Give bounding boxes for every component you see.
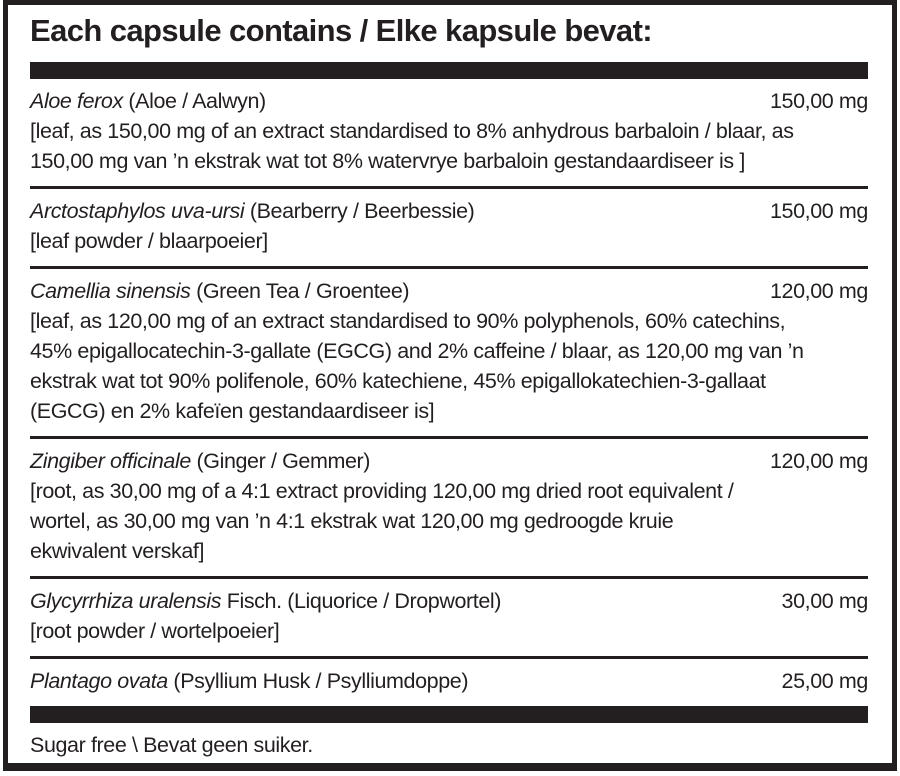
ingredient-row-liquorice bbox=[30, 579, 868, 656]
ingredient-description-line: wortel, as 30,00 mg van ’n 4:1 ekstrak wat 120,00 mg gedroogde kruie bbox=[30, 509, 674, 533]
ingredient-description-line: [leaf powder / blaarpoeier] bbox=[30, 229, 268, 253]
ingredient-description-line: [root, as 30,00 mg of a 4:1 extract providing 120,00 mg dried root equivalent / bbox=[30, 479, 734, 503]
ingredient-amount: 25,00 mg bbox=[781, 669, 868, 693]
ingredient-description-line: ekwivalent verskaf] bbox=[30, 539, 205, 563]
ingredient-description-line: ekstrak wat tot 90% polifenole, 60% katechiene, 45% epigallokatechien-3-gallaat bbox=[30, 369, 766, 393]
ingredient-name bbox=[30, 666, 468, 696]
ingredient-scientific-name: Glycyrrhiza uralensis bbox=[30, 589, 222, 613]
ingredient-amount: 120,00 mg bbox=[769, 279, 868, 303]
ingredient-scientific-name: Camellia sinensis bbox=[30, 279, 191, 303]
ingredient-amount: 30,00 mg bbox=[781, 589, 868, 613]
footer-divider-bar bbox=[30, 706, 868, 723]
ingredient-description-line: 45% epigallocatechin-3-gallate (EGCG) and 2% caffeine / blaar, as 120,00 mg van ’n bbox=[30, 339, 804, 363]
ingredient-row-green-tea bbox=[30, 269, 868, 436]
ingredient-row-aloe-ferox bbox=[30, 79, 868, 186]
ingredient-common-name: Fisch. (Liquorice / Dropwortel) bbox=[221, 589, 502, 613]
ingredient-name bbox=[30, 276, 409, 306]
ingredient-amount: 150,00 mg bbox=[769, 199, 868, 223]
footer-note: Sugar free \ Bevat geen suiker. bbox=[30, 733, 313, 757]
ingredient-common-name: (Aloe / Aalwyn) bbox=[122, 89, 266, 113]
ingredient-name bbox=[30, 586, 501, 616]
panel-content bbox=[30, 0, 868, 760]
ingredient-name bbox=[30, 196, 474, 226]
ingredient-description-line: 150,00 mg van ’n ekstrak wat tot 8% watervrye barbaloin gestandaardiseer is ] bbox=[30, 149, 745, 173]
ingredient-name bbox=[30, 86, 266, 116]
ingredient-row-psyllium bbox=[30, 659, 868, 706]
ingredient-description-line: [root powder / wortelpoeier] bbox=[30, 619, 280, 643]
ingredient-name-line bbox=[30, 446, 868, 476]
ingredient-scientific-name: Plantago ovata bbox=[30, 669, 168, 693]
ingredient-common-name: (Bearberry / Beerbessie) bbox=[244, 199, 475, 223]
ingredient-row-ginger bbox=[30, 439, 868, 576]
ingredient-common-name: (Green Tea / Groentee) bbox=[190, 279, 410, 303]
header-divider-bar bbox=[30, 62, 868, 79]
ingredient-description-line: [leaf, as 150,00 mg of an extract standardised to 8% anhydrous barbaloin / blaar, as bbox=[30, 119, 794, 143]
ingredient-name-line bbox=[30, 86, 868, 116]
panel-title: Each capsule contains / Elke kapsule bevat: bbox=[30, 13, 653, 48]
ingredient-description-line: (EGCG) en 2% kafeïen gestandaardiseer is] bbox=[30, 399, 435, 423]
ingredient-row-bearberry bbox=[30, 189, 868, 266]
ingredient-name-line bbox=[30, 276, 868, 306]
ingredient-amount: 150,00 mg bbox=[769, 89, 868, 113]
ingredient-scientific-name: Zingiber officinale bbox=[30, 449, 191, 473]
ingredient-description-line: [leaf, as 120,00 mg of an extract standardised to 90% polyphenols, 60% catechins, bbox=[30, 309, 786, 333]
ingredient-common-name: (Ginger / Gemmer) bbox=[190, 449, 371, 473]
ingredient-name-line bbox=[30, 666, 868, 696]
ingredient-name bbox=[30, 446, 370, 476]
ingredient-amount: 120,00 mg bbox=[769, 449, 868, 473]
ingredient-name-line bbox=[30, 196, 868, 226]
ingredient-scientific-name: Aloe ferox bbox=[30, 89, 123, 113]
ingredient-common-name: (Psyllium Husk / Psylliumdoppe) bbox=[167, 669, 469, 693]
ingredient-scientific-name: Arctostaphylos uva-ursi bbox=[30, 199, 245, 223]
ingredient-name-line bbox=[30, 586, 868, 616]
